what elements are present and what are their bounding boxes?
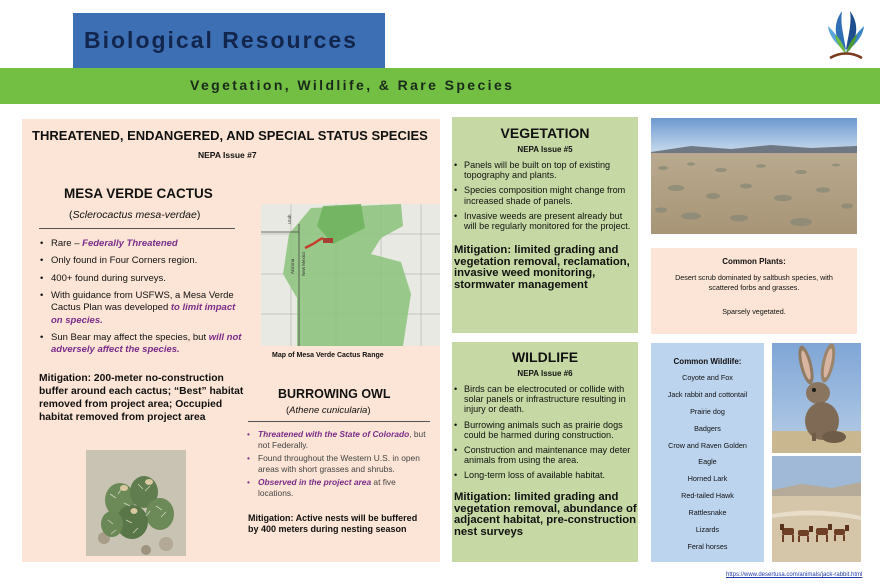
list-item: • Burrowing animals such as prairie dogs could be harmed during construction. — [454, 420, 636, 440]
jackrabbit-photo — [772, 343, 861, 453]
cactus-photo — [86, 450, 186, 556]
list-item: Horned Lark — [687, 474, 728, 484]
vegetation-panel — [452, 117, 638, 333]
subtitle-band — [0, 68, 880, 104]
list-item: • 400+ found during surveys. — [39, 273, 244, 285]
owl-heading: BURROWING OWL — [278, 387, 391, 401]
common-wildlife-heading: Common Wildlife: — [673, 357, 742, 366]
list-item: • Long-term loss of available habitat. — [454, 470, 636, 480]
owl-bullet-list — [246, 429, 432, 501]
list-item: Crow and Raven Golden — [668, 440, 747, 450]
vegetation-heading: VEGETATION — [500, 125, 590, 141]
vegetation-mitigation: Mitigation: limited grading and vegetation removal, reclamation, invasive weed monitoring, stormwater management — [454, 244, 630, 291]
desert-landscape-photo — [651, 118, 857, 234]
wildlife-mitigation: Mitigation: limited grading and vegetation removal, abundance of adjacent habitat, pre-construction nest surveys — [454, 491, 637, 538]
common-plants-box — [651, 248, 857, 334]
list-item: Prairie dog — [690, 406, 725, 416]
list-item: Rattlesnake — [688, 508, 727, 518]
map-label-utah: Utah — [287, 214, 292, 224]
common-plants-description: Desert scrub dominated by saltbush species, with scattered forbs and grasses. — [675, 273, 833, 293]
list-item: • Sun Bear may affect the species, but will not adversely affect the species. — [39, 332, 244, 357]
feral-horses-photo — [772, 456, 861, 562]
common-wildlife-box — [651, 343, 764, 562]
list-item: Lizards — [695, 525, 720, 535]
common-plants-heading: Common Plants: — [722, 257, 786, 266]
page-subtitle: Vegetation, Wildlife, & Rare Species — [190, 77, 515, 93]
leaf-logo-icon — [826, 8, 866, 64]
cactus-scientific-name: (Sclerocactus mesa-verdae) — [69, 209, 201, 221]
list-item: Feral horses — [687, 541, 728, 551]
list-item: Jack rabbit and cottontail — [667, 389, 748, 399]
list-item: • With guidance from USFWS, a Mesa Verde Cactus Plan was developed to limit impact on species. — [39, 290, 244, 327]
list-item: • Birds can be electrocuted or collide with solar panels or infrastructure resulting in injury or death. — [454, 384, 636, 415]
threatened-heading: THREATENED, ENDANGERED, AND SPECIAL STATUS SPECIES — [32, 128, 428, 143]
cactus-range-map — [261, 204, 440, 346]
list-item: • Only found in Four Corners region. — [39, 255, 244, 267]
wildlife-issue: NEPA Issue #6 — [517, 369, 573, 378]
cactus-mitigation: Mitigation: 200-meter no-construction buffer around each cactus; “Best” habitat removed from project area; Occupied habitat removed from project area — [39, 373, 244, 424]
list-item: • Threatened with the State of Colorado, but not Federally. — [246, 429, 432, 450]
wildlife-heading: WILDLIFE — [511, 349, 579, 365]
list-item: • Construction and maintenance may deter animals from using the area. — [454, 445, 636, 465]
vegetation-bullet-list — [454, 160, 636, 231]
list-item: • Panels will be built on top of existing topography and plants. — [454, 160, 636, 180]
owl-mitigation: Mitigation: Active nests will be buffered by 400 meters during nesting season — [248, 513, 418, 534]
owl-scientific-name: (Athene cunicularia) — [286, 405, 371, 416]
cactus-bullet-list — [39, 238, 244, 362]
list-item: • Observed in the project area at five locations. — [246, 477, 432, 498]
owl-divider — [248, 421, 430, 422]
list-item: Red-tailed Hawk — [681, 491, 734, 501]
cactus-divider — [39, 228, 235, 229]
list-item: Eagle — [698, 457, 717, 467]
list-item: Badgers — [694, 423, 721, 433]
list-item: • Found throughout the Western U.S. in open areas with short grasses and shrubs. — [246, 453, 432, 474]
map-caption: Map of Mesa Verde Cactus Range — [272, 352, 384, 359]
citation-link[interactable]: https://www.desertusa.com/animals/jack-rabbit.html — [726, 572, 863, 578]
map-label-arizona: Arizona — [290, 258, 295, 274]
threatened-issue: NEPA Issue #7 — [198, 150, 257, 160]
list-item: • Rare – Federally Threatened — [39, 238, 244, 250]
common-plants-note: Sparsely vegetated. — [722, 307, 786, 317]
list-item: • Species composition might change from increased shade of panels. — [454, 185, 636, 205]
cactus-heading: MESA VERDE CACTUS — [64, 186, 213, 201]
list-item: Coyote and Fox — [682, 373, 733, 382]
map-label-new-mexico: New Mexico — [301, 251, 306, 276]
wildlife-panel — [452, 342, 638, 562]
page-title: Biological Resources — [84, 27, 358, 53]
list-item: • Invasive weeds are present already but will be regularly monitored for the project. — [454, 211, 636, 231]
vegetation-issue: NEPA Issue #5 — [517, 145, 573, 154]
wildlife-bullet-list — [454, 384, 636, 480]
title-banner — [73, 13, 385, 68]
